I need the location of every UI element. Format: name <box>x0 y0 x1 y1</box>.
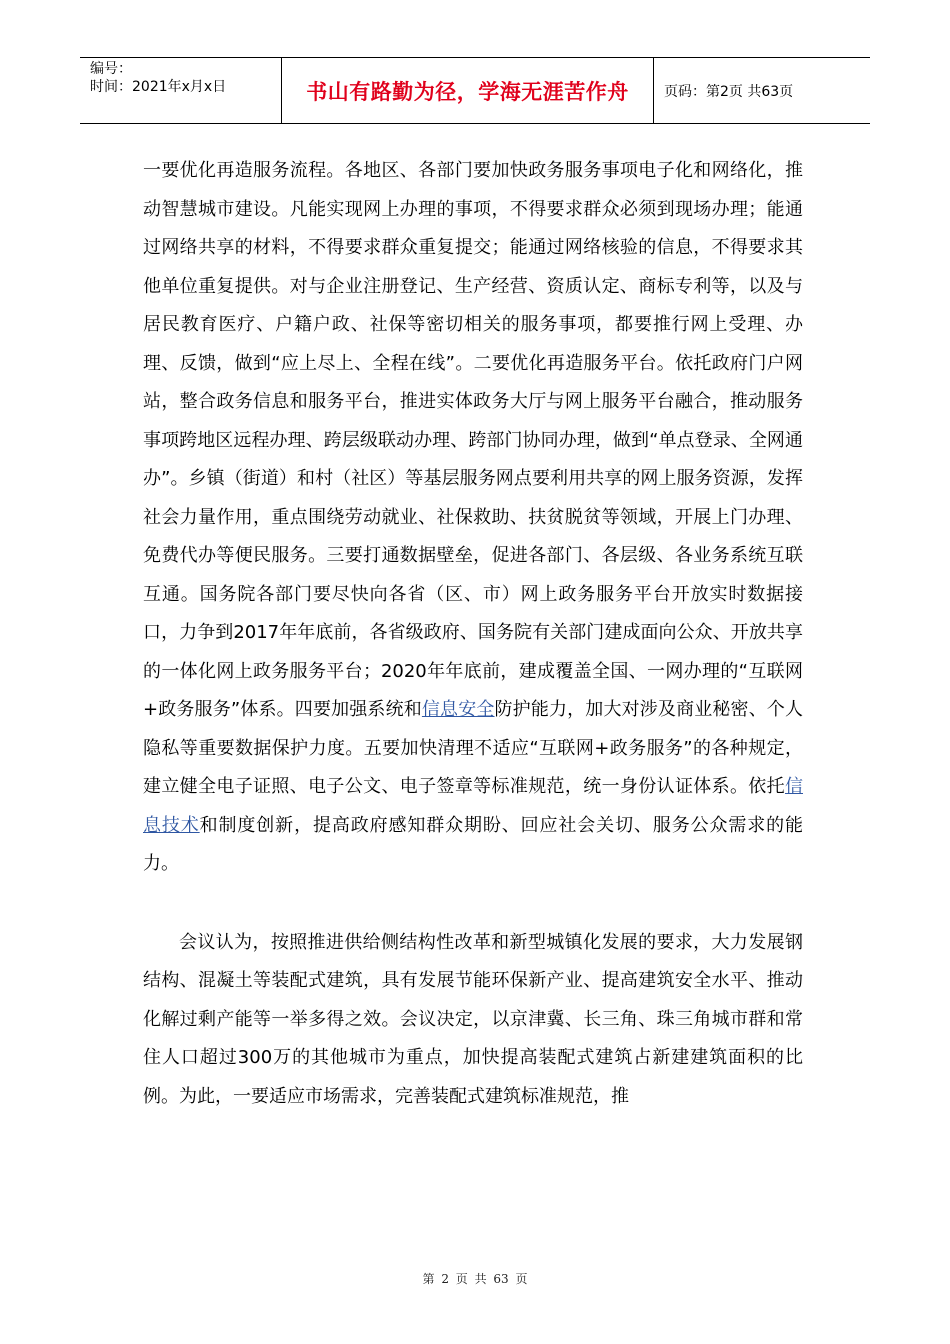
header-motto: 书山有路勤为径，学海无涯苦作舟 <box>282 58 654 123</box>
link-information-technology[interactable]: 信息技术 <box>143 776 803 836</box>
paragraph-1 <box>143 152 803 884</box>
header-meta-cell <box>80 58 282 123</box>
paragraph-2: 会议认为，按照推进供给侧结构性改革和新型城镇化发展的要求，大力发展钢结构、混凝土等装配式建筑，具有发展节能环保新产业、提高建筑安全水平、推动化解过剩产能等一举多得之效。会议决定，以京津冀、长三角、珠三角城市群和常住人口超过300万的其他城市为重点，加快提高装配式建筑占新建建筑面积的比例。为此，一要适应市场需求，完善装配式建筑标准规范，推 <box>143 931 803 1107</box>
page-header <box>80 57 870 124</box>
header-page-info: 页码：第2页 共63页 <box>664 83 794 100</box>
page-footer: 第 2 页 共 63 页 <box>422 1272 528 1286</box>
header-code-label: 编号： <box>90 61 132 77</box>
document-body <box>143 152 803 1116</box>
link-information-security[interactable]: 信息安全 <box>421 699 495 720</box>
paragraph-1-text-c: 和制度创新，提高政府感知群众期盼、回应社会关切、服务公众需求的能力。 <box>143 814 804 874</box>
header-date-label: 时间：2021年x月x日 <box>90 79 227 95</box>
paragraph-1-text-b: 防护能力，加大对涉及商业秘密、个人隐私等重要数据保护力度。五要加快清理不适应“互联网+政务服务”的各种规定，建立健全电子证照、电子公文、电子签章等标准规范，统一身份认证体系。依托 <box>143 699 804 797</box>
paragraph-1-text-a: 一要优化再造服务流程。各地区、各部门要加快政务服务事项电子化和网络化，推动智慧城市建设。凡能实现网上办理的事项，不得要求群众必须到现场办理；能通过网络共享的材料，不得要求群众重复提交；能通过网络核验的信息，不得要求其他单位重复提供。对与企业注册登记、生产经营、资质认定、商标专利等，以及与居民教育医疗、户籍户政、社保等密切相关的服务事项，都要推行网上受理、办理、反馈，做到“应上尽上、全程在线”。二要优化再造服务平台。依托政府门户网站，整合政务信息和服务平台，推进实体政务大厅与网上服务平台融合，推动服务事项跨地区远程办理、跨层级联动办理、跨部门协同办理，做到“单点登录、全网通办”。乡镇（街道）和村（社区）等基层服务网点要利用共享的网上服务资源，发挥社会力量作用，重点围绕劳动就业、社保救助、扶贫脱贫等领域，开展上门办理、免费代办等便民服务。三要打通数据壁垒，促进各部门、各层级、各业务系统互联互通。国务院各部门要尽快向各省（区、市）网上政务服务平台开放实时数据接口，力争到2017年年底前，各省级政府、国务院有关部门建成面向公众、开放共享的一体化网上政务服务平台；2020年年底前，建成覆盖全国、一网办理的“互联网+政务服务”体系。四要加强系统和 <box>143 160 803 720</box>
